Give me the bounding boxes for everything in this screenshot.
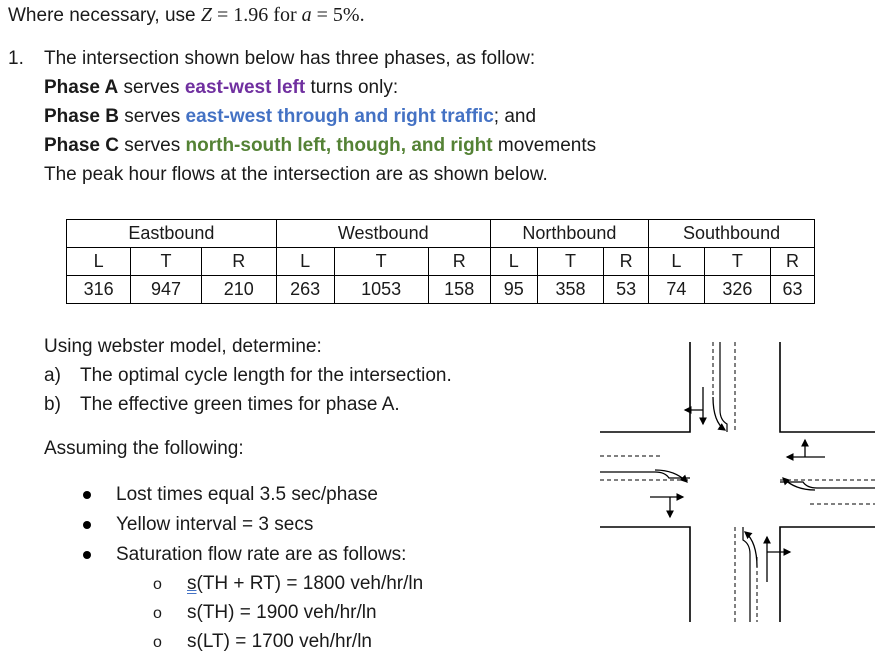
header-line <box>8 3 365 28</box>
table-cell: L <box>649 248 705 276</box>
question-number: 1. <box>8 48 24 69</box>
table-cell: 74 <box>649 276 705 304</box>
table-values-row <box>67 276 815 304</box>
table-cell: 63 <box>771 276 815 304</box>
task-a-marker: a) <box>44 365 61 386</box>
circle-bullet-icon: o <box>153 576 162 593</box>
table-cell: T <box>704 248 770 276</box>
circle-bullet-icon: o <box>153 605 162 622</box>
assumptions-intro: Assuming the following: <box>44 438 244 459</box>
flows-intro: The peak hour flows at the intersection are as shown below. <box>44 164 548 185</box>
sat-rate-lt: s(LT) = 1700 veh/hr/ln <box>187 631 372 652</box>
road-edge-ne <box>780 342 875 432</box>
table-cell: 1053 <box>334 276 428 304</box>
bullet-icon <box>83 551 91 559</box>
circle-bullet-icon: o <box>153 634 162 651</box>
table-cell: 95 <box>490 276 537 304</box>
table-cell: L <box>276 248 334 276</box>
table-cell: 326 <box>704 276 770 304</box>
table-cell: 263 <box>276 276 334 304</box>
phase-b-label: Phase B <box>44 106 119 127</box>
phase-b-line: Phase B serves east-west through and right traffic; and <box>44 106 537 127</box>
header-text: Where necessary, use <box>8 5 201 26</box>
phase-a-line: Phase A serves east-west left turns only: <box>44 77 399 98</box>
table-cell: 158 <box>428 276 490 304</box>
task-a-text: The optimal cycle length for the intersection. <box>80 365 452 386</box>
table-cell: R <box>201 248 276 276</box>
table-cell: T <box>131 248 202 276</box>
table-header-westbound: Westbound <box>276 220 490 248</box>
road-edge-sw <box>600 527 690 622</box>
flow-table <box>66 219 815 304</box>
table-cell: L <box>67 248 131 276</box>
header-formula: Z = 1.96 for a = 5%. <box>200 4 365 26</box>
table-cell: 947 <box>131 276 202 304</box>
table-cell: R <box>604 248 649 276</box>
table-cell: L <box>490 248 537 276</box>
phase-a-movement: east-west left <box>184 77 306 98</box>
bullet-icon <box>83 491 91 499</box>
table-header-row <box>67 220 815 248</box>
assumption-lost-time: Lost times equal 3.5 sec/phase <box>116 484 378 505</box>
table-cell: R <box>428 248 490 276</box>
question-intro: The intersection shown below has three phases, as follow: <box>44 48 536 69</box>
table-movement-row <box>67 248 815 276</box>
task-b-text: The effective green times for phase A. <box>80 394 400 415</box>
task-b-marker: b) <box>44 394 61 415</box>
table-cell: 210 <box>201 276 276 304</box>
table-cell: 316 <box>67 276 131 304</box>
tasks-intro: Using webster model, determine: <box>44 336 322 357</box>
phase-c-label: Phase C <box>44 135 119 156</box>
table-header-eastbound: Eastbound <box>67 220 277 248</box>
road-edge-se <box>780 527 875 622</box>
road-edge-nw <box>600 342 690 432</box>
table-cell: 53 <box>604 276 649 304</box>
sat-rate-th-rt: s(TH + RT) = 1800 veh/hr/ln <box>187 573 424 594</box>
table-cell: 358 <box>537 276 603 304</box>
assumption-saturation: Saturation flow rate are as follows: <box>116 544 407 565</box>
table-header-southbound: Southbound <box>649 220 815 248</box>
assumption-yellow: Yellow interval = 3 secs <box>116 514 314 535</box>
phase-a-label: Phase A <box>44 77 119 98</box>
phase-c-movement: north-south left, though, and right <box>185 135 493 156</box>
table-header-northbound: Northbound <box>490 220 648 248</box>
intersection-diagram-icon <box>595 332 880 632</box>
phase-b-movement: east-west through and right traffic <box>185 106 494 127</box>
table-cell: T <box>537 248 603 276</box>
table-cell: R <box>771 248 815 276</box>
bullet-icon <box>83 521 91 529</box>
phase-c-line: Phase C serves north-south left, though, and right movements <box>44 135 597 156</box>
table-cell: T <box>334 248 428 276</box>
sat-rate-th: s(TH) = 1900 veh/hr/ln <box>187 602 377 623</box>
